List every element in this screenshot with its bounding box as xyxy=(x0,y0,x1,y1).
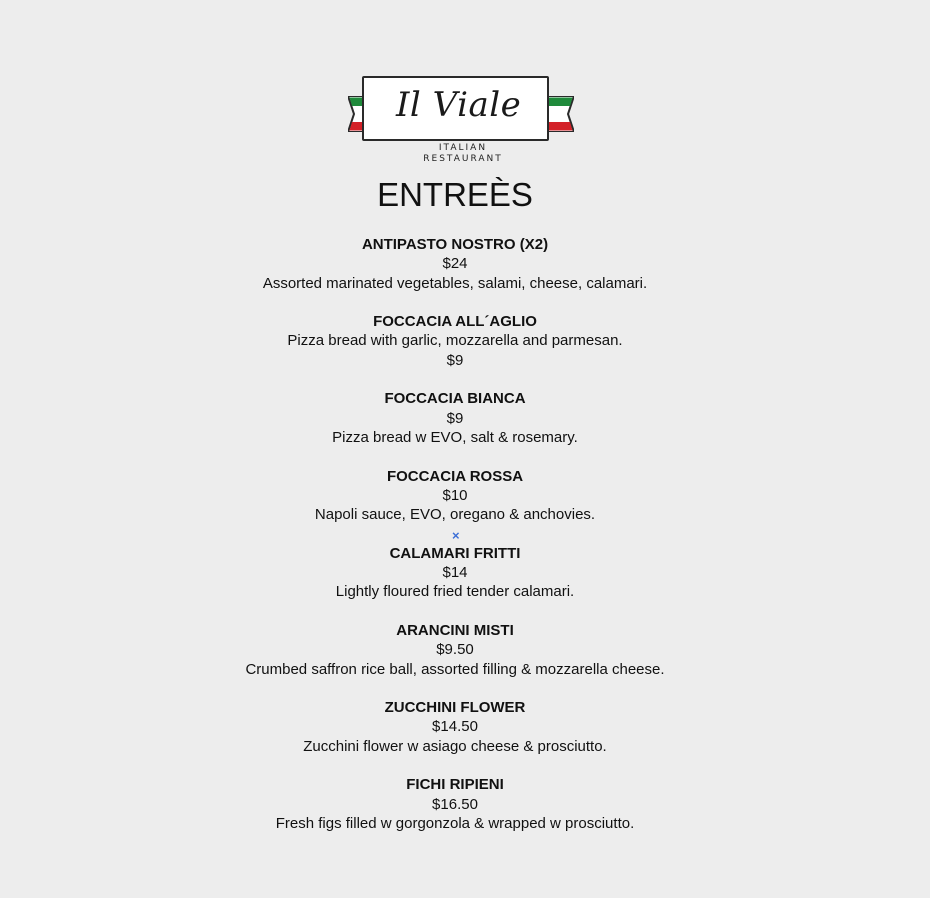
menu-list xyxy=(0,235,910,853)
menu-item-name: ANTIPASTO NOSTRO (X2) xyxy=(361,236,549,253)
menu-item xyxy=(0,312,910,370)
menu-item-line: $9 xyxy=(446,409,464,427)
menu-item-name: FOCCACIA ROSSA xyxy=(386,467,524,485)
section-heading: ENTREÈS xyxy=(377,176,533,213)
close-x-icon[interactable]: × xyxy=(452,528,460,543)
menu-item xyxy=(0,235,910,293)
menu-item xyxy=(0,775,910,833)
menu-item-name: FOCCACIA BIANCA xyxy=(384,390,526,408)
menu-item-line: $9.50 xyxy=(436,641,474,659)
menu-item-line: Crumbed saffron rice ball, assorted filling & mozzarella cheese. xyxy=(245,660,665,678)
menu-item-line: $16.50 xyxy=(432,795,478,813)
logo-name: Il Viale xyxy=(396,85,522,125)
menu-item xyxy=(0,621,910,679)
restaurant-logo xyxy=(348,72,574,168)
menu-item-name: ZUCCHINI FLOWER xyxy=(384,699,526,717)
menu-item-line: $24 xyxy=(442,255,468,273)
logo-subtitle-line1: ITALIAN xyxy=(438,143,488,153)
menu-item-line: $10 xyxy=(442,486,468,504)
menu-item-line: Napoli sauce, EVO, oregano & anchovies. xyxy=(314,506,596,524)
menu-item-line: Zucchini flower w asiago cheese & prosciutto. xyxy=(303,737,607,755)
menu-item-line: Lightly floured fried tender calamari. xyxy=(335,583,575,601)
menu-item-name: ARANCINI MISTI xyxy=(396,621,514,639)
menu-item-line: Pizza bread w EVO, salt & rosemary. xyxy=(332,428,578,446)
menu-item-name: FICHI RIPIENI xyxy=(406,776,504,794)
menu-item-name: FOCCACIA ALL´AGLIO xyxy=(373,313,537,331)
menu-item-line: $14 xyxy=(442,564,468,582)
menu-item xyxy=(0,389,910,447)
menu-item-line: Fresh figs filled w gorgonzola & wrapped w prosciutto. xyxy=(275,814,635,832)
menu-item xyxy=(0,467,910,525)
menu-item-line: $14.50 xyxy=(432,718,478,736)
logo-subtitle-line2: RESTAURANT xyxy=(423,154,503,164)
menu-item-line: Assorted marinated vegetables, salami, cheese, calamari. xyxy=(262,274,648,292)
menu-item xyxy=(0,544,910,602)
menu-item xyxy=(0,698,910,756)
menu-item-line: $9 xyxy=(446,351,464,369)
menu-item-line: Pizza bread with garlic, mozzarella and parmesan. xyxy=(287,332,623,350)
menu-item-name: CALAMARI FRITTI xyxy=(389,544,521,562)
